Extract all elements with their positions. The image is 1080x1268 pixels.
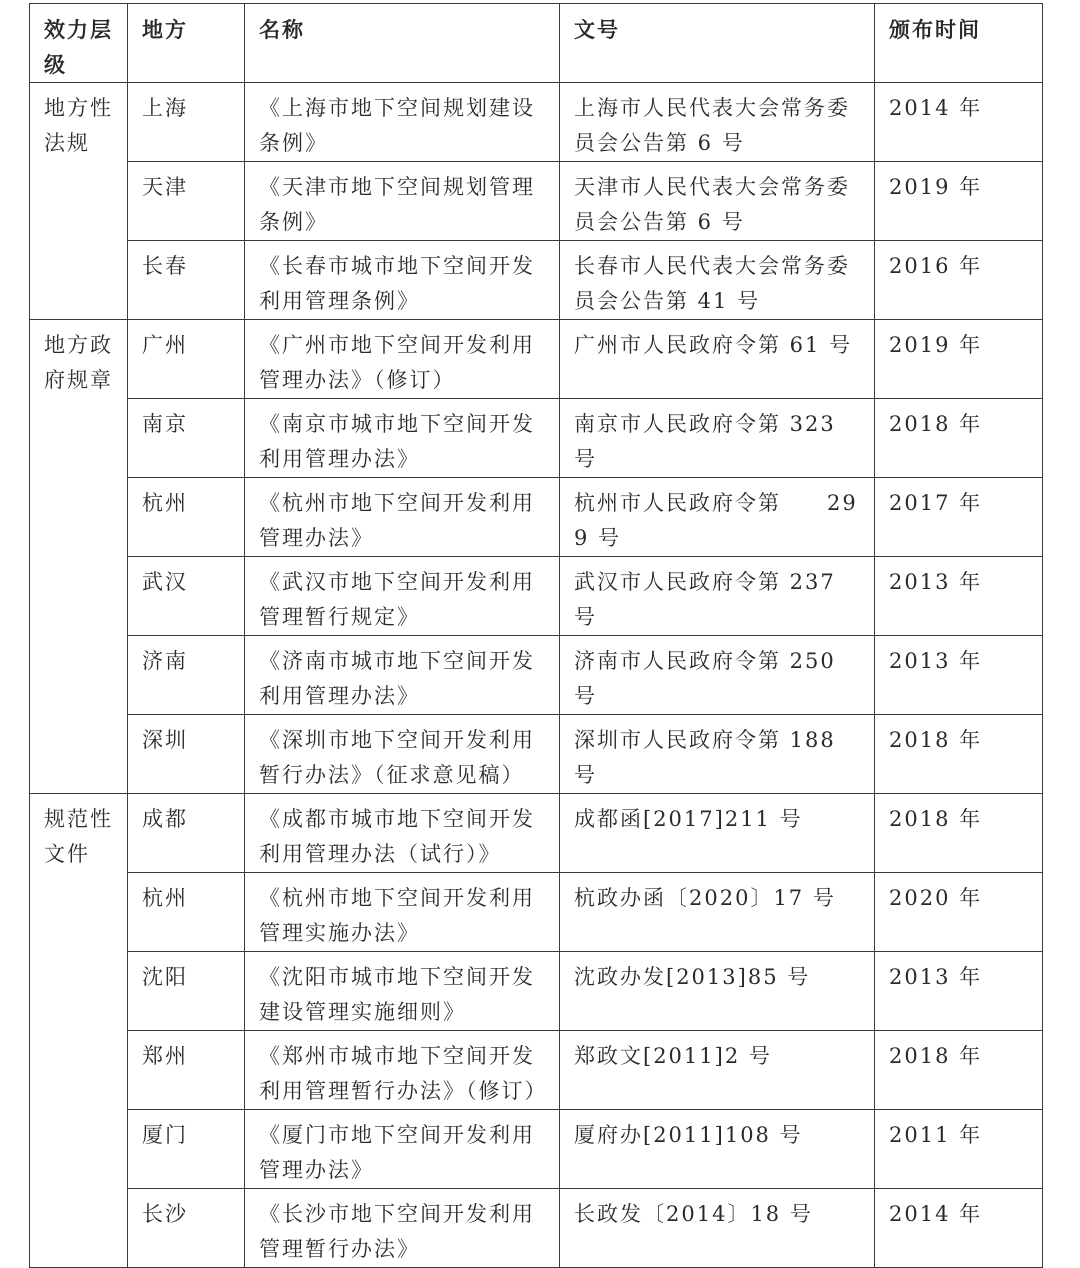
name-cell: 《武汉市地下空间开发利用管理暂行规定》 xyxy=(245,557,560,636)
city-cell: 杭州 xyxy=(128,478,245,557)
city-cell: 广州 xyxy=(128,320,245,399)
table-row xyxy=(30,1031,1043,1110)
doc-number-cell: 厦府办[2011]108 号 xyxy=(560,1110,875,1189)
city-cell: 天津 xyxy=(128,162,245,241)
table-row xyxy=(30,873,1043,952)
doc-number-cell: 深圳市人民政府令第 188 号 xyxy=(560,715,875,794)
city-cell: 杭州 xyxy=(128,873,245,952)
level-cell: 地方政府规章 xyxy=(30,320,128,794)
doc-number-cell: 上海市人民代表大会常务委员会公告第 6 号 xyxy=(560,83,875,162)
year-cell: 2013 年 xyxy=(875,557,1043,636)
city-cell: 深圳 xyxy=(128,715,245,794)
doc-number-cell: 长春市人民代表大会常务委员会公告第 41 号 xyxy=(560,241,875,320)
name-cell: 《南京市城市地下空间开发利用管理办法》 xyxy=(245,399,560,478)
city-cell: 厦门 xyxy=(128,1110,245,1189)
table-row xyxy=(30,952,1043,1031)
name-cell: 《成都市城市地下空间开发利用管理办法（试行）》 xyxy=(245,794,560,873)
doc-number-cell: 沈政办发[2013]85 号 xyxy=(560,952,875,1031)
header-city: 地方 xyxy=(128,4,245,83)
table-row xyxy=(30,557,1043,636)
table-row xyxy=(30,478,1043,557)
name-cell: 《广州市地下空间开发利用管理办法》（修订） xyxy=(245,320,560,399)
table-row xyxy=(30,83,1043,162)
year-cell: 2013 年 xyxy=(875,636,1043,715)
doc-number-cell: 杭州市人民政府令第 299 号 xyxy=(560,478,875,557)
city-cell: 成都 xyxy=(128,794,245,873)
name-cell: 《杭州市地下空间开发利用管理办法》 xyxy=(245,478,560,557)
year-cell: 2019 年 xyxy=(875,162,1043,241)
doc-number-cell: 长政发〔2014〕18 号 xyxy=(560,1189,875,1268)
year-cell: 2018 年 xyxy=(875,794,1043,873)
name-cell: 《杭州市地下空间开发利用管理实施办法》 xyxy=(245,873,560,952)
year-cell: 2020 年 xyxy=(875,873,1043,952)
doc-number-cell: 杭政办函〔2020〕17 号 xyxy=(560,873,875,952)
name-cell: 《天津市地下空间规划管理条例》 xyxy=(245,162,560,241)
name-cell: 《沈阳市城市地下空间开发建设管理实施细则》 xyxy=(245,952,560,1031)
year-cell: 2017 年 xyxy=(875,478,1043,557)
year-cell: 2014 年 xyxy=(875,1189,1043,1268)
header-level: 效力层级 xyxy=(30,4,128,83)
city-cell: 武汉 xyxy=(128,557,245,636)
level-cell: 规范性文件 xyxy=(30,794,128,1268)
year-cell: 2016 年 xyxy=(875,241,1043,320)
header-doc-number: 文号 xyxy=(560,4,875,83)
level-cell: 地方性法规 xyxy=(30,83,128,320)
table-row xyxy=(30,399,1043,478)
name-cell: 《厦门市地下空间开发利用管理办法》 xyxy=(245,1110,560,1189)
table-row xyxy=(30,320,1043,399)
name-cell: 《郑州市城市地下空间开发利用管理暂行办法》（修订） xyxy=(245,1031,560,1110)
year-cell: 2018 年 xyxy=(875,399,1043,478)
table-row xyxy=(30,162,1043,241)
table-row xyxy=(30,1110,1043,1189)
name-cell: 《长沙市地下空间开发利用管理暂行办法》 xyxy=(245,1189,560,1268)
year-cell: 2019 年 xyxy=(875,320,1043,399)
city-cell: 上海 xyxy=(128,83,245,162)
doc-number-cell: 郑政文[2011]2 号 xyxy=(560,1031,875,1110)
name-cell: 《上海市地下空间规划建设条例》 xyxy=(245,83,560,162)
header-issue-date: 颁布时间 xyxy=(875,4,1043,83)
city-cell: 长沙 xyxy=(128,1189,245,1268)
city-cell: 长春 xyxy=(128,241,245,320)
table-row xyxy=(30,241,1043,320)
table-row xyxy=(30,715,1043,794)
year-cell: 2013 年 xyxy=(875,952,1043,1031)
table-row xyxy=(30,794,1043,873)
city-cell: 南京 xyxy=(128,399,245,478)
regulations-table xyxy=(29,3,1043,1268)
name-cell: 《深圳市地下空间开发利用暂行办法》（征求意见稿） xyxy=(245,715,560,794)
doc-number-cell: 天津市人民代表大会常务委员会公告第 6 号 xyxy=(560,162,875,241)
year-cell: 2011 年 xyxy=(875,1110,1043,1189)
doc-number-cell: 武汉市人民政府令第 237 号 xyxy=(560,557,875,636)
year-cell: 2014 年 xyxy=(875,83,1043,162)
doc-number-cell: 成都函[2017]211 号 xyxy=(560,794,875,873)
doc-number-cell: 济南市人民政府令第 250 号 xyxy=(560,636,875,715)
name-cell: 《长春市城市地下空间开发利用管理条例》 xyxy=(245,241,560,320)
year-cell: 2018 年 xyxy=(875,1031,1043,1110)
year-cell: 2018 年 xyxy=(875,715,1043,794)
city-cell: 济南 xyxy=(128,636,245,715)
name-cell: 《济南市城市地下空间开发利用管理办法》 xyxy=(245,636,560,715)
header-row xyxy=(30,4,1043,83)
doc-number-cell: 南京市人民政府令第 323 号 xyxy=(560,399,875,478)
table-row xyxy=(30,1189,1043,1268)
city-cell: 沈阳 xyxy=(128,952,245,1031)
header-name: 名称 xyxy=(245,4,560,83)
doc-number-cell: 广州市人民政府令第 61 号 xyxy=(560,320,875,399)
city-cell: 郑州 xyxy=(128,1031,245,1110)
table-row xyxy=(30,636,1043,715)
